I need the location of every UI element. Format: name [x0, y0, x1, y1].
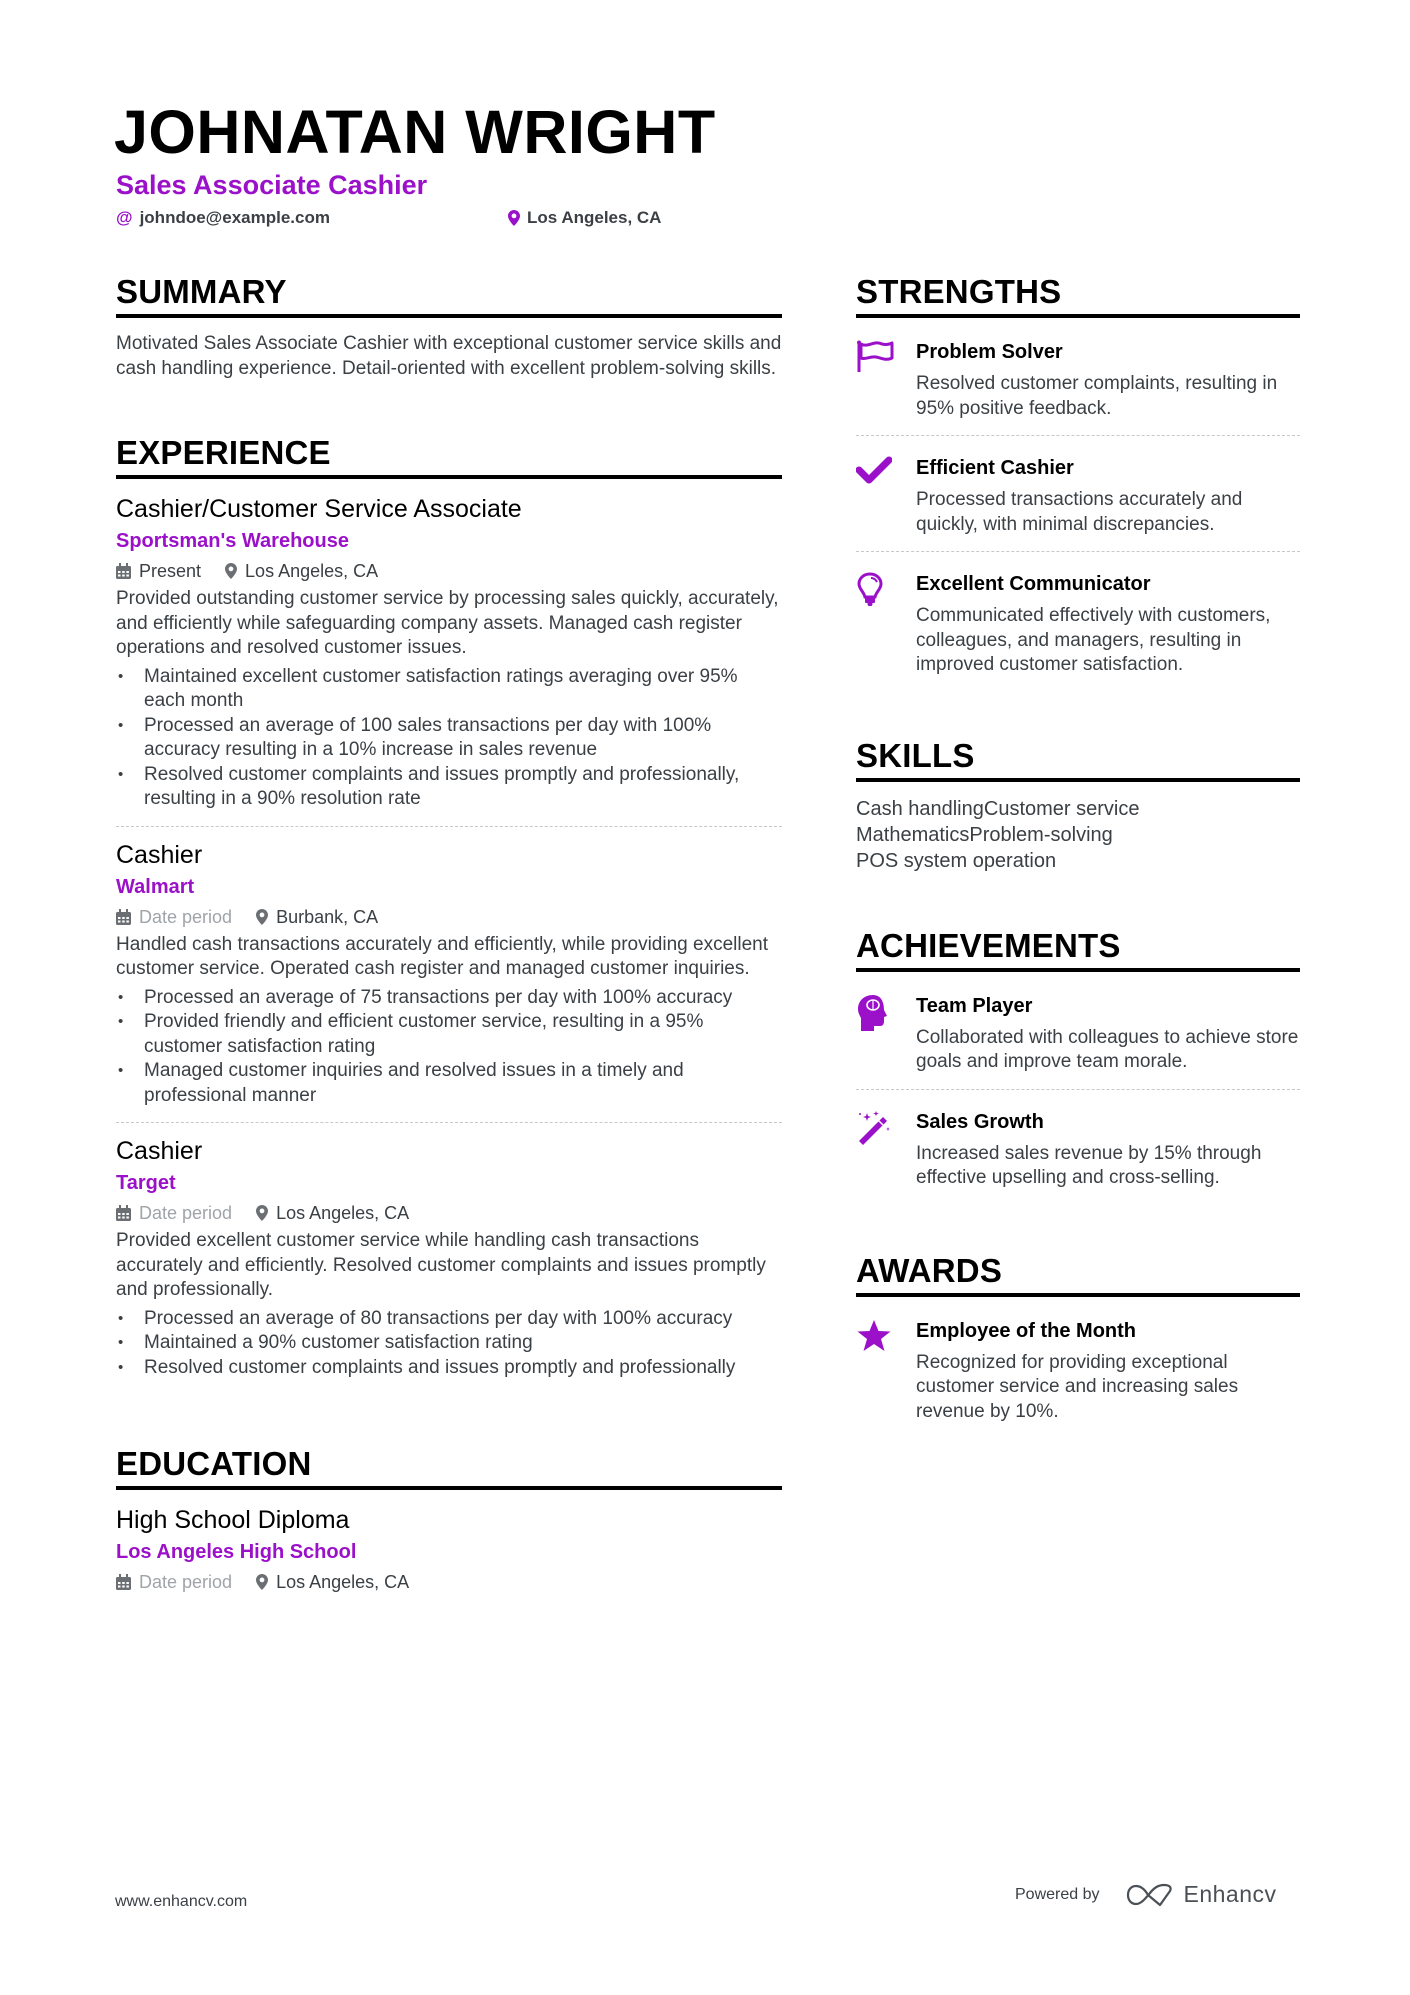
candidate-title: Sales Associate Cashier [116, 170, 428, 200]
school: Los Angeles High School [116, 1541, 357, 1563]
job-location: Los Angeles, CA [225, 557, 378, 585]
strengths-heading: STRENGTHS [856, 272, 1300, 318]
achievement-item [856, 1102, 1300, 1205]
brand-name: Enhancv [1183, 1881, 1277, 1907]
job-location: Los Angeles, CA [256, 1199, 409, 1227]
star-icon [856, 1317, 916, 1425]
map-pin-icon [256, 1574, 268, 1590]
bullet-item: • Maintained a 90% customer satisfaction rating [116, 1331, 782, 1356]
job-bullets [116, 986, 782, 1109]
job-bullets [116, 665, 782, 812]
calendar-icon [116, 1574, 131, 1590]
map-pin-icon [256, 909, 268, 925]
experience-item [116, 839, 782, 1124]
job-title: Cashier/Customer Service Associate [116, 495, 522, 523]
education-meta [116, 1568, 782, 1596]
bullet-item: • Managed customer inquiries and resolved issues in a timely and professional manner [116, 1059, 782, 1108]
job-company: Target [116, 1172, 176, 1194]
contact-location [508, 207, 661, 229]
strength-description: Processed transactions accurately and quickly, with minimal discrepancies. [916, 489, 1243, 535]
job-date: Date period [116, 903, 232, 931]
skill-line: Cash handlingCustomer service [856, 797, 1140, 820]
award-item [856, 1311, 1300, 1439]
strength-item [856, 564, 1300, 692]
bullet-item: • Provided friendly and efficient customer service, resulting in a 95% customer satisfaction rating [116, 1010, 782, 1059]
calendar-icon [116, 1205, 131, 1221]
calendar-icon [116, 563, 131, 579]
strength-item [856, 448, 1300, 552]
education-section [116, 1444, 782, 1596]
strength-description: Resolved customer complaints, resulting in 95% positive feedback. [916, 373, 1278, 419]
achievement-description: Collaborated with colleagues to achieve store goals and improve team morale. [916, 1026, 1299, 1072]
footer-powered-by[interactable] [1015, 1881, 1277, 1908]
bullet-item: • Processed an average of 80 transactions per day with 100% accuracy [116, 1307, 782, 1332]
strength-item [856, 332, 1300, 436]
job-company: Walmart [116, 875, 195, 898]
bullet-item: • Resolved customer complaints and issues promptly and professionally [116, 1356, 782, 1381]
job-title: Cashier [116, 840, 203, 869]
footer-website-link[interactable]: www.enhancv.com [115, 1893, 248, 1910]
job-location: Burbank, CA [256, 903, 378, 931]
strength-title: Efficient Cashier [916, 457, 1074, 479]
experience-heading: EXPERIENCE [116, 433, 782, 479]
job-description: Handled cash transactions accurately and efficiently, while providing excellent customer service. Operated cash register and managed customer inquiries. [116, 933, 768, 979]
achievement-description: Increased sales revenue by 15% through effective upselling and cross-selling. [916, 1142, 1262, 1188]
job-meta [116, 903, 782, 931]
strengths-section [856, 272, 1300, 692]
lightbulb-icon [856, 570, 916, 678]
skills-heading: SKILLS [856, 736, 1300, 782]
contact-email[interactable] [116, 207, 330, 229]
at-icon: @ [116, 208, 133, 227]
candidate-name: JOHNATAN WRIGHT [114, 98, 716, 166]
job-description: Provided outstanding customer service by processing sales quickly, accurately, and efficiently while safeguarding company assets. Managed cash register operations and resolved customer issues. [116, 588, 779, 658]
job-date: Present [116, 557, 201, 585]
experience-item [116, 1135, 782, 1394]
job-company: Sportsman's Warehouse [116, 530, 349, 552]
awards-heading: AWARDS [856, 1251, 1300, 1297]
flag-icon [856, 338, 916, 421]
skills-list [856, 796, 1300, 874]
infinity-logo-icon [1126, 1883, 1174, 1907]
award-description: Recognized for providing exceptional customer service and increasing sales revenue by 10%. [916, 1351, 1239, 1422]
right-column [856, 272, 1300, 1480]
job-date: Date period [116, 1199, 232, 1227]
achievement-title: Sales Growth [916, 1110, 1044, 1133]
skills-section [856, 736, 1300, 874]
powered-by-label: Powered by [1015, 1885, 1100, 1903]
experience-section [116, 433, 782, 1394]
magic-wand-icon [856, 1108, 916, 1191]
job-meta [116, 557, 782, 585]
job-description: Provided excellent customer service while handling cash transactions accurately and efficiently. Resolved customer complaints and issues promptly and professionally. [116, 1230, 766, 1300]
bullet-item: • Resolved customer complaints and issues promptly and professionally, resulting in a 90% resolution rate [116, 763, 782, 812]
degree: High School Diploma [116, 1506, 350, 1534]
location-text: Los Angeles, CA [527, 208, 662, 227]
strength-title: Problem Solver [916, 341, 1063, 363]
map-pin-icon [256, 1205, 268, 1221]
education-location: Los Angeles, CA [256, 1568, 409, 1596]
education-heading: EDUCATION [116, 1444, 782, 1490]
checkmark-icon [856, 454, 916, 537]
job-meta [116, 1199, 782, 1227]
map-pin-icon [508, 210, 520, 226]
summary-heading: SUMMARY [116, 272, 782, 318]
job-title: Cashier [116, 1137, 203, 1165]
skill-line: MathematicsProblem-solving [856, 823, 1113, 846]
education-item [116, 1504, 782, 1596]
achievement-item [856, 986, 1300, 1090]
skill-line: POS system operation [856, 849, 1057, 872]
bullet-item: • Maintained excellent customer satisfaction ratings averaging over 95% each month [116, 665, 782, 714]
summary-text: Motivated Sales Associate Cashier with exceptional customer service skills and cash handling experience. Detail-oriented with excellent problem-solving skills. [116, 333, 782, 379]
calendar-icon [116, 909, 131, 925]
achievements-heading: ACHIEVEMENTS [856, 926, 1300, 972]
achievements-section [856, 926, 1300, 1205]
map-pin-icon [225, 563, 237, 579]
job-bullets [116, 1307, 782, 1381]
strength-title: Excellent Communicator [916, 573, 1151, 595]
enhancv-logo [1126, 1881, 1277, 1908]
email-text: johndoe@example.com [139, 208, 330, 227]
award-title: Employee of the Month [916, 1319, 1136, 1342]
experience-item [116, 493, 782, 827]
education-date: Date period [116, 1568, 232, 1596]
achievement-title: Team Player [916, 994, 1033, 1017]
summary-section [116, 272, 782, 381]
bullet-item: • Processed an average of 100 sales transactions per day with 100% accuracy resulting in a 10% increase in sales revenue [116, 714, 782, 763]
strength-description: Communicated effectively with customers, colleagues, and managers, resulting in improved customer satisfaction. [916, 605, 1271, 675]
bullet-item: • Processed an average of 75 transactions per day with 100% accuracy [116, 986, 782, 1011]
awards-section [856, 1251, 1300, 1439]
head-brain-icon [856, 992, 916, 1075]
left-column [116, 272, 782, 1638]
